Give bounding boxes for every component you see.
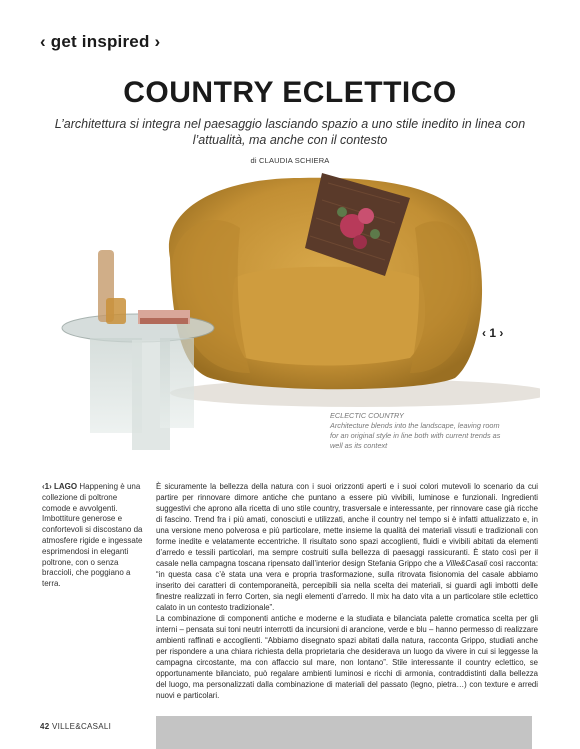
body-text-segment: così racconta: “in questa casa c’è stata una vera e propria trasformazione, sulla ritrovata fisionomia del casale abbiamo inserito dei caratteri di contemporaneità, percepibili sia nella scelta dei materiali, si guardi agli imbotti delle finestre realizzati in ferro Corten, sia negli elementi d’arredo. Il mix ha dato vita a un particolare stile eclettico calato in un contesto tradizionale”. [156, 559, 539, 612]
photo-number: ‹ 1 › [482, 326, 504, 340]
section-tag: ‹ get inspired › [40, 32, 161, 51]
caption-text: Architecture blends into the landscape, leaving room for an original style in line both with current trends as well as its context [330, 421, 501, 450]
body-text-segment: È sicuramente la bellezza della natura con i suoi orizzonti aperti e i suoi colori mutevoli lo scenario da cui partire per rinnovare dimore antiche che puntano a essere più vivibili, luminose e funzionali. Ingredienti suggestivi che aprono alla ricetta di uno stile country, trasversale e interessante, per rinnovare case già ricche di fascino. Trend fra i più amati, conosciuti e utilizzati, anche il country nel tempo si è infatti attualizzato e, in una versione meno polverosa e più particolare, mette insieme la qualità dei materiali vissuti e tradizionali con forme inedite e velatamente eccentriche. Il risultato sono spazi accoglienti, fluidi e vivibili abitati da elementi d’arredo e tessili particolari, ma sempre costruiti sulla bellezza di paesaggi rassicuranti. È stato così per il casale nella campagna toscana ripensato dall’interior design Stefania Grippo che a [156, 482, 538, 568]
page-number: 42 [40, 722, 50, 731]
amber-glass [106, 298, 126, 324]
magazine-name-italic: Ville&Casali [445, 559, 488, 568]
book [140, 318, 188, 324]
armchair-seat [232, 267, 425, 366]
sidebar-text: Happening è una collezione di poltrone comode e avvolgenti. Imbottiture generose e confortevoli si discostano da atmosfere rigide e ingessate esprimendosi in eleganti poltrone, con o senza braccioli, che poggiano a terra. [42, 482, 143, 589]
product-sidebar [42, 482, 146, 590]
page-folio [40, 722, 111, 731]
pillow-flower [353, 235, 367, 249]
footer-gray-bar [156, 716, 532, 749]
sidebar-number: ‹1› [42, 482, 52, 491]
article-byline: di CLAUDIA SCHIERA [250, 156, 330, 165]
pillow-leaf [370, 229, 380, 239]
article-title: COUNTRY ECLETTICO [123, 76, 457, 109]
pillow-leaf [337, 207, 347, 217]
sidebar-brand: LAGO [54, 482, 78, 491]
body-paragraph: La combinazione di componenti antiche e moderne e la studiata e bilanciata palette cromatica scelta per gli interni – pensata sui toni neutri interrotti da incursioni di arancione, verde e blu – hanno permesso di realizzare ambienti raffinati e accoglienti. “Abbiamo disegnato spazi abitati dalla natura, racconta Grippo, studiati anche per rispondere a una chiara richiesta della proprietaria che desiderava un luogo da vivere in cui si leggesse la campagna circostante, ma con affaccio sul mare, non lontano”. Stile interessante il country eclettico, se opportunamente bilanciato, può regalare ambienti luminosi e ricchi di armonia, contraddistinti dalla bellezza del luogo, ma personalizzati dalla combinazione di materiali del passato (legno, pietra…) con texture e arredi nuovi e particolari. [156, 614, 538, 700]
photo-caption [330, 411, 510, 451]
article-subtitle: L’architettura si integra nel paesaggio lasciando spazio a uno stile inedito in linea con l’attualità, ma anche con il contesto [54, 117, 526, 147]
pillow-flower [358, 208, 374, 224]
side-table-leg [160, 338, 194, 428]
article-body [156, 481, 538, 701]
caption-title: ECLECTIC COUNTRY [330, 411, 404, 420]
magazine-name: VILLE&CASALI [49, 722, 112, 731]
body-paragraph [156, 481, 538, 613]
